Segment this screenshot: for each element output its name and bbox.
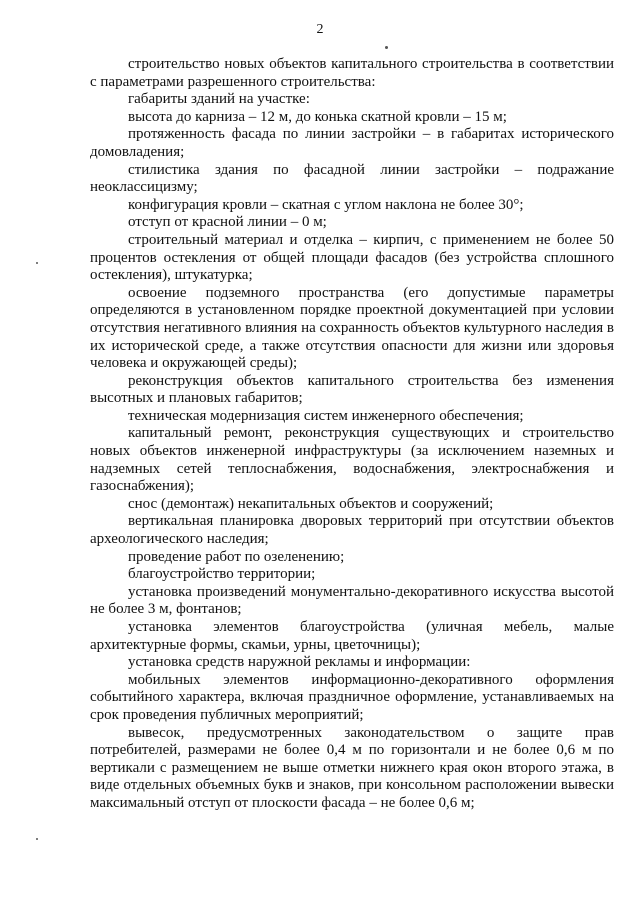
paragraph: конфигурация кровли – скатная с углом наклона не более 30°; [128,196,524,213]
paragraph: отступ от красной линии – 0 м; [128,214,327,231]
paragraph: снос (демонтаж) некапитальных объектов и сооружений; [128,495,494,512]
paragraph: установка произведений монументально-декоративного искусства высотой не более 3 м, фонтанов; [90,583,614,618]
paragraph: установка элементов благоустройства (уличная мебель, малые архитектурные формы, скамьи, урны, цветочницы); [90,619,614,653]
paragraph: техническая модернизация систем инженерного обеспечения; [128,407,524,424]
paragraph: строительство новых объектов капитального строительства в соответствии с параметрами разрешенного строительства: [90,56,614,90]
paragraph: мобильных элементов информационно-декоративного оформления событийного характера, включая праздничное оформление, устанавливаемых на срок проведения публичных мероприятий; [90,671,614,723]
paragraph: стилистика здания по фасадной линии застройки – подражание неоклассицизму; [90,161,614,196]
paragraph: освоение подземного пространства (его допустимые параметры определяются в установленном порядке проектной документацией при условии отсутствия негативного влияния на сохранность объектов культурного наследия в их исторической среде, а также отсутствия опасности для жизни или здоровья человека и окружающей среды); [90,284,614,372]
page-number: 2 [316,22,324,37]
paragraph: протяженность фасада по линии застройки – в габаритах исторического домовладения; [90,126,614,160]
paragraph: высота до карниза – 12 м, до конька скатной кровли – 15 м; [128,108,507,125]
scan-speck [385,46,388,49]
paragraph: реконструкция объектов капитального строительства без изменения высотных и плановых габаритов; [90,372,614,407]
scan-speck [36,262,38,264]
paragraph: строительный материал и отделка – кирпич, с применением не более 50 процентов остекления от общей площади фасадов (без устройства сплошного остекления), штукатурка; [90,231,614,284]
paragraph: капитальный ремонт, реконструкция существующих и строительство новых объектов инженерной инфраструктуры (за исключением наземных и надземных сетей теплоснабжения, водоснабжения, электроснабжения и газоснабжения); [90,425,614,495]
scan-speck [36,838,38,840]
paragraph: вертикальная планировка дворовых территорий при отсутствии объектов археологического наследия; [90,513,614,548]
paragraph: габариты зданий на участке: [128,91,310,108]
paragraph: проведение работ по озеленению; [128,548,345,565]
paragraph: благоустройство территории; [128,566,316,583]
document-body [90,56,614,813]
paragraph: вывесок, предусмотренных законодательством о защите прав потребителей, размерами не более 0,4 м по горизонтали и не более 0,6 м по вертикали с размещением не выше отметки нижнего края окон второго этажа, в виде отдельных объемных букв и знаков, при консольном расположении вывески максимальный отступ от плоскости фасада – не более 0,6 м; [90,724,614,811]
paragraph: установка средств наружной рекламы и информации: [128,654,471,671]
